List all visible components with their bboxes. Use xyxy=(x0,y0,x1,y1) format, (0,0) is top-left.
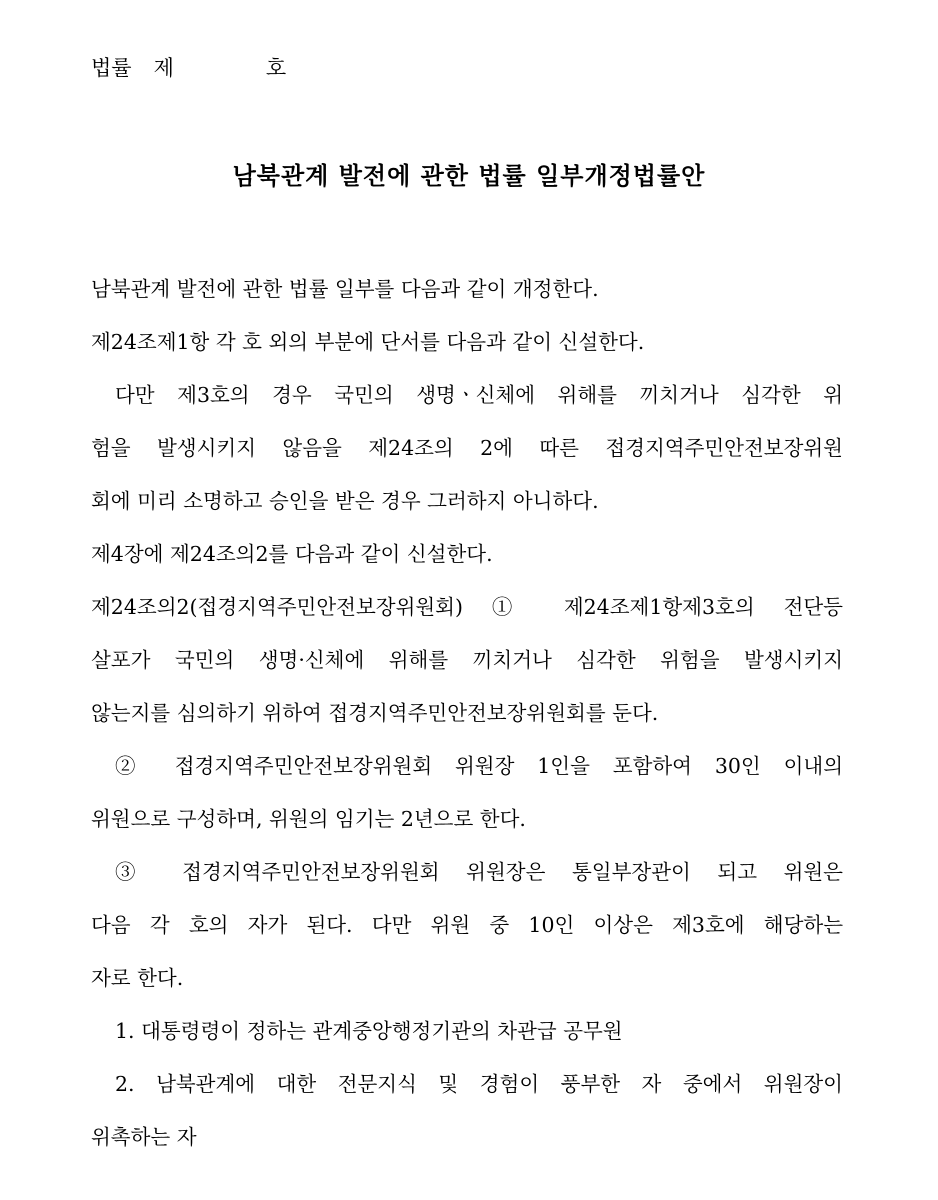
body-line: 다음 각 호의 자가 된다. 다만 위원 중 10인 이상은 제3호에 해당하는 xyxy=(91,913,843,937)
body-line: 2. 남북관계에 대한 전문지식 및 경험이 풍부한 자 중에서 위원장이 xyxy=(115,1072,843,1096)
law-number-suffix: 호 xyxy=(265,56,287,80)
body-line: 남북관계 발전에 관한 법률 일부를 다음과 같이 개정한다. xyxy=(91,277,599,301)
law-number-prefix: 제 xyxy=(153,56,174,80)
body-line: 위원으로 구성하며, 위원의 임기는 2년으로 한다. xyxy=(91,807,526,831)
body-line: 회에 미리 소명하고 승인을 받은 경우 그러하지 아니하다. xyxy=(91,489,599,513)
body-line: 제24조의2(접경지역주민안전보장위원회) ① 제24조제1항제3호의 전단등 xyxy=(91,595,843,619)
body-line: 다만 제3호의 경우 국민의 생명ㆍ신체에 위해를 끼치거나 심각한 위 xyxy=(115,383,843,407)
document-title: 남북관계 발전에 관한 법률 일부개정법률안 xyxy=(232,161,706,190)
body-line: ③ 접경지역주민안전보장위원회 위원장은 통일부장관이 되고 위원은 xyxy=(115,860,843,884)
body-line: ② 접경지역주민안전보장위원회 위원장 1인을 포함하여 30인 이내의 xyxy=(115,754,843,778)
body-line: 않는지를 심의하기 위하여 접경지역주민안전보장위원회를 둔다. xyxy=(91,701,659,725)
body-line: 살포가 국민의 생명·신체에 위해를 끼치거나 심각한 위험을 발생시키지 xyxy=(91,648,843,672)
body-line: 자로 한다. xyxy=(91,966,184,990)
law-label: 법률 xyxy=(91,56,132,80)
body-line: 제4장에 제24조의2를 다음과 같이 신설한다. xyxy=(91,542,493,566)
law-number-line xyxy=(91,52,286,84)
body-line: 제24조제1항 각 호 외의 부분에 단서를 다음과 같이 신설한다. xyxy=(91,330,645,354)
document-body xyxy=(91,272,843,1173)
body-line: 험을 발생시키지 않음을 제24조의 2에 따른 접경지역주민안전보장위원 xyxy=(91,436,843,460)
body-line: 위촉하는 자 xyxy=(91,1125,197,1149)
body-line: 1. 대통령령이 정하는 관계중앙행정기관의 차관급 공무원 xyxy=(115,1019,623,1043)
